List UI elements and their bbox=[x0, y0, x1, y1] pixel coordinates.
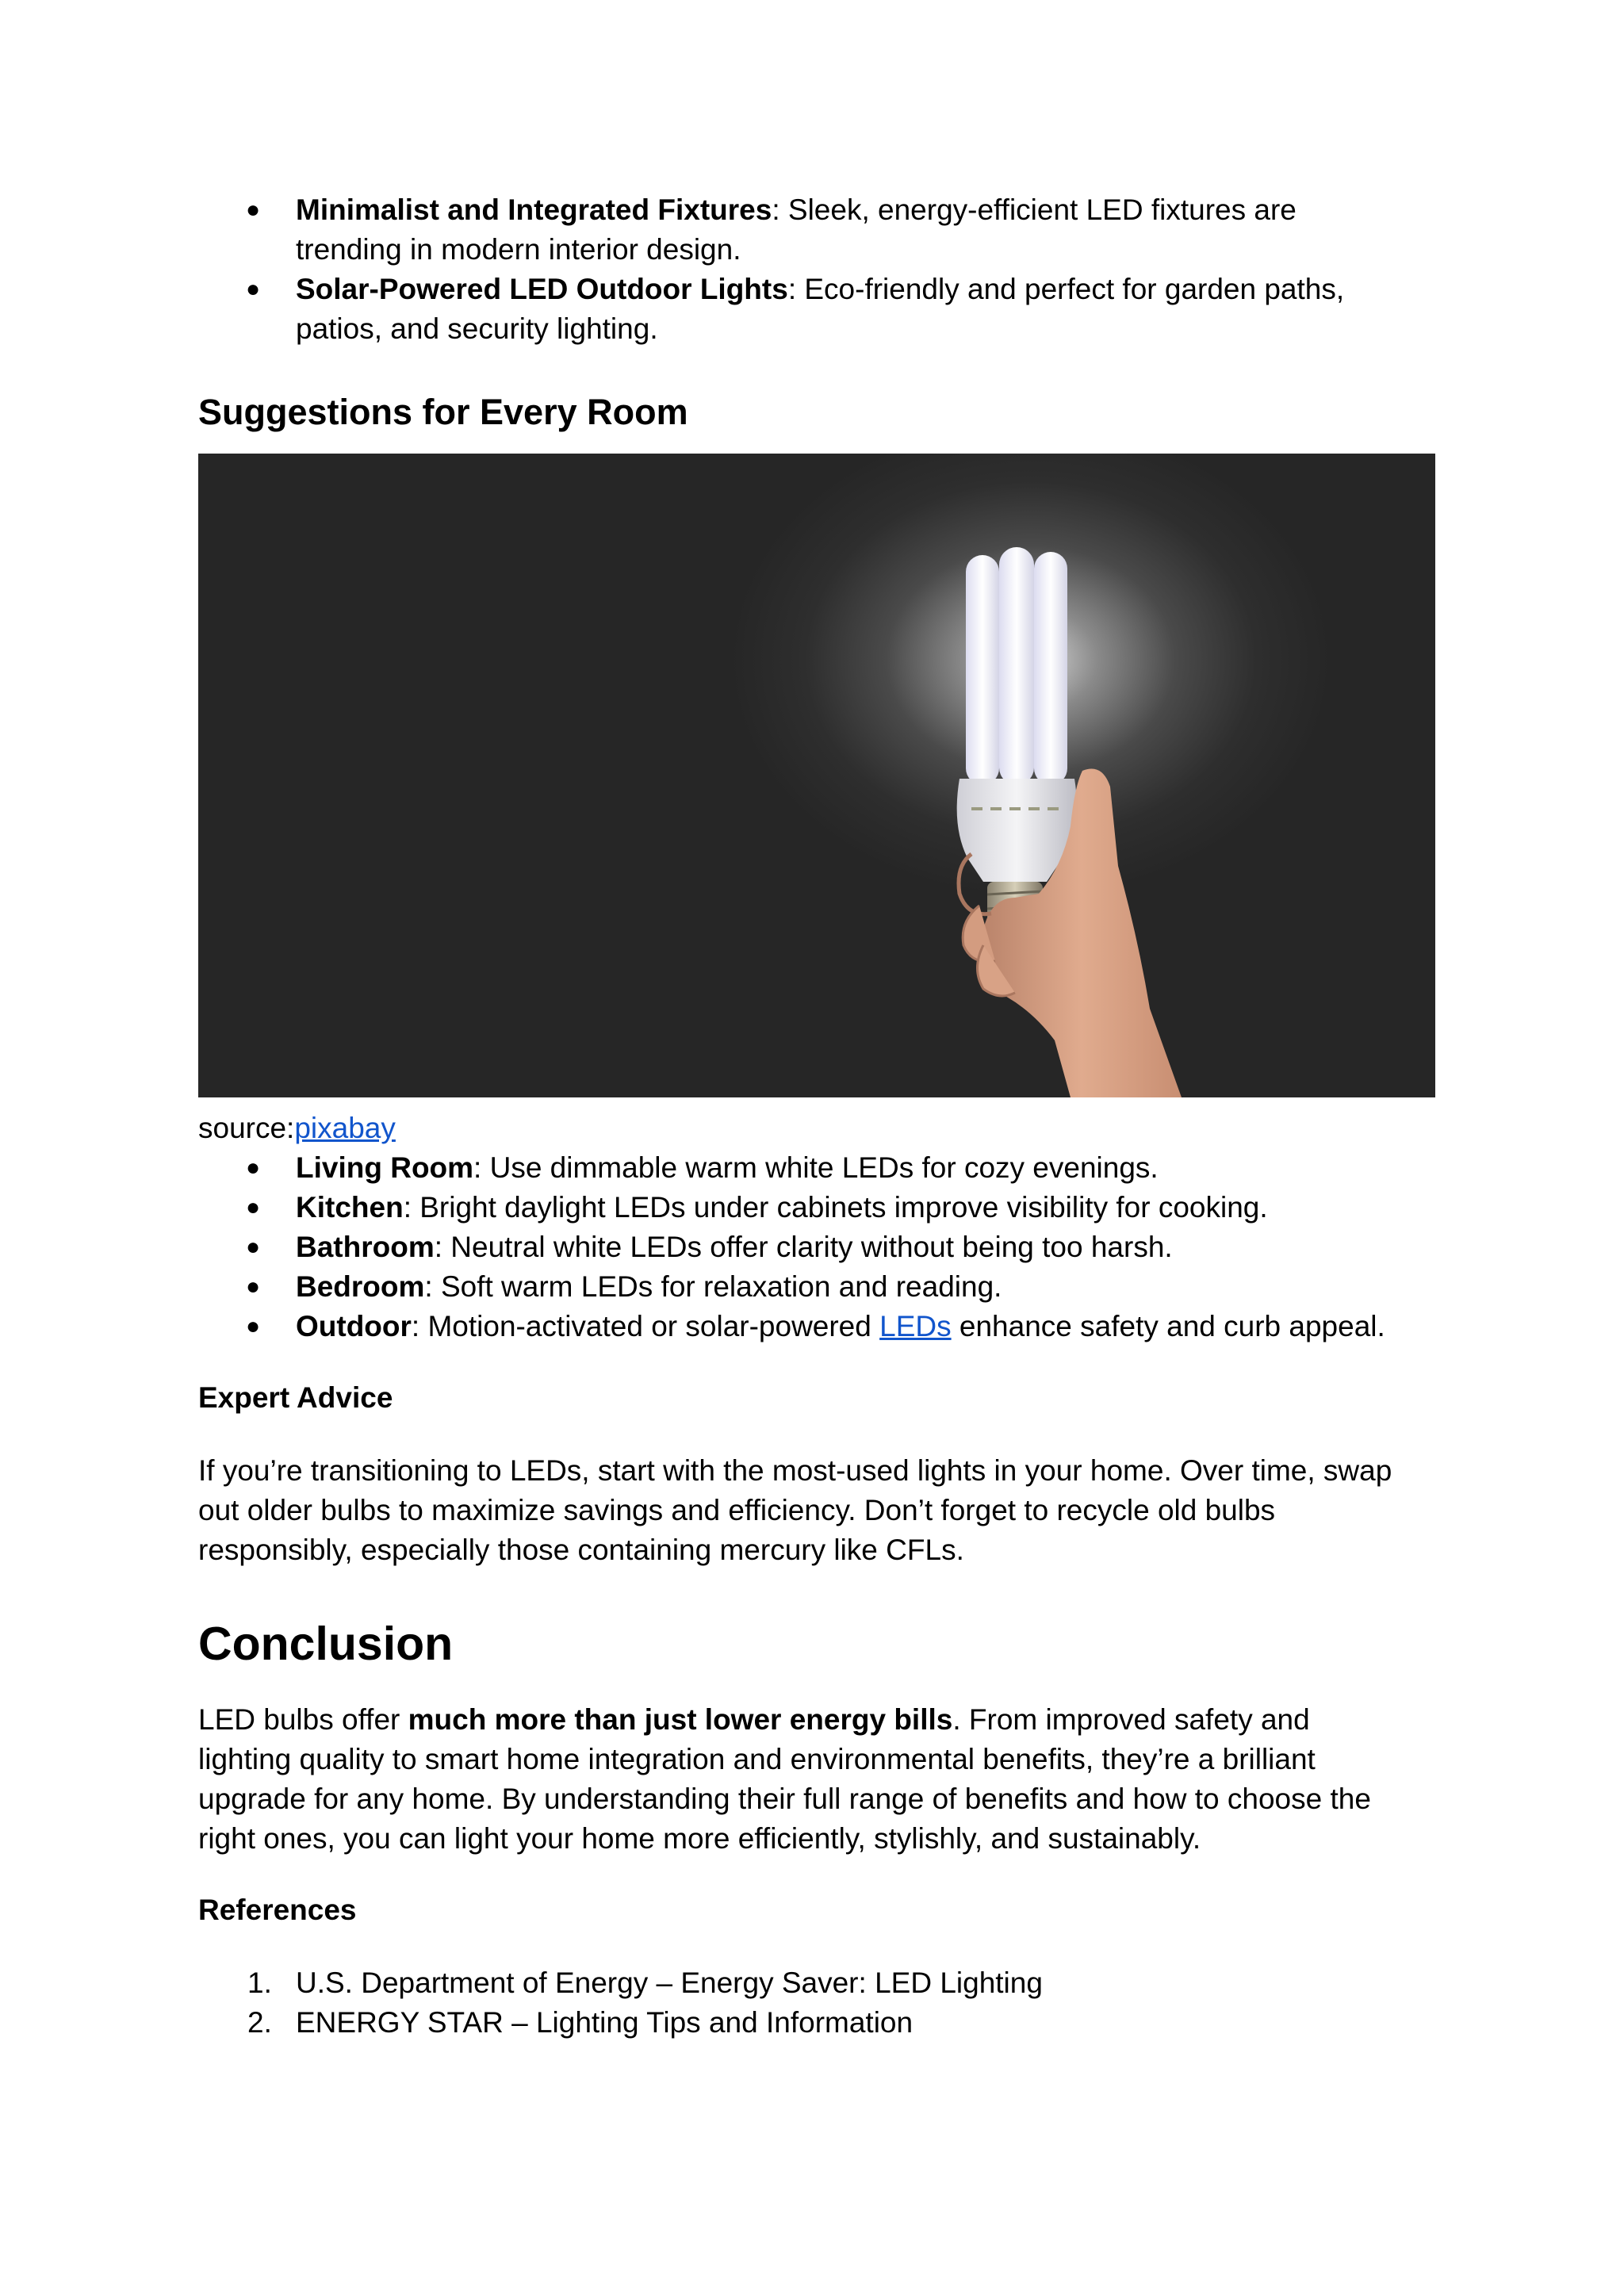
paragraph-text: . From improved safety and bbox=[952, 1703, 1310, 1736]
reference-item bbox=[198, 2003, 1435, 2043]
room-tip: : Bright daylight LEDs under cabinets improve visibility for cooking. bbox=[403, 1191, 1268, 1224]
room-tip: : Use dimmable warm white LEDs for cozy evenings. bbox=[473, 1151, 1159, 1184]
list-item-text: : Eco-friendly and perfect for garden paths, bbox=[787, 273, 1345, 305]
list-item bbox=[198, 1148, 1435, 1188]
pixabay-link[interactable]: pixabay bbox=[294, 1112, 396, 1144]
list-item bbox=[198, 1188, 1435, 1227]
expert-advice-heading: Expert Advice bbox=[198, 1381, 393, 1414]
room-name: Outdoor bbox=[296, 1310, 412, 1342]
paragraph-line: right ones, you can light your home more efficiently, stylishly, and sustainably. bbox=[198, 1822, 1201, 1855]
list-item-text: : Sleek, energy-efficient LED fixtures are bbox=[772, 193, 1297, 226]
suggestions-heading: Suggestions for Every Room bbox=[198, 392, 688, 432]
caption-prefix: source: bbox=[198, 1112, 295, 1144]
references-list bbox=[198, 1963, 1435, 2043]
reference-text: ENERGY STAR – Lighting Tips and Information bbox=[296, 2006, 914, 2039]
bullet-icon: ● bbox=[246, 276, 261, 302]
paragraph-line: If you’re transitioning to LEDs, start with the most-used lights in your home. Over time, swap bbox=[198, 1454, 1392, 1487]
bullet-icon: ● bbox=[246, 1194, 261, 1220]
list-item bbox=[198, 190, 1435, 270]
conclusion-heading: Conclusion bbox=[198, 1618, 454, 1670]
paragraph-line: out older bulbs to maximize savings and efficiency. Don’t forget to recycle old bulbs bbox=[198, 1494, 1276, 1526]
room-name: Kitchen bbox=[296, 1191, 404, 1224]
room-name: Bedroom bbox=[296, 1270, 425, 1303]
room-tip-continued: enhance safety and curb appeal. bbox=[951, 1310, 1385, 1342]
image-caption bbox=[198, 1109, 1435, 1148]
room-tip: : Soft warm LEDs for relaxation and reading. bbox=[424, 1270, 1002, 1303]
list-item bbox=[198, 270, 1435, 349]
bullet-icon: ● bbox=[246, 197, 261, 223]
list-item bbox=[198, 1267, 1435, 1307]
room-name: Living Room bbox=[296, 1151, 474, 1184]
bullet-icon: ● bbox=[246, 1273, 261, 1300]
paragraph-line: responsibly, especially those containing mercury like CFLs. bbox=[198, 1534, 964, 1566]
document-content bbox=[198, 190, 1435, 2043]
bullet-icon: ● bbox=[246, 1313, 261, 1339]
paragraph-line: upgrade for any home. By understanding their full range of benefits and how to choose the bbox=[198, 1783, 1371, 1815]
list-item-text-continued: patios, and security lighting. bbox=[296, 312, 658, 345]
list-item bbox=[198, 1307, 1435, 1346]
conclusion-paragraph bbox=[198, 1700, 1435, 1859]
trends-list bbox=[198, 190, 1435, 349]
reference-number: 1. bbox=[247, 1967, 272, 1999]
room-tip: : Motion-activated or solar-powered bbox=[411, 1310, 880, 1342]
list-item-term: Minimalist and Integrated Fixtures bbox=[296, 193, 772, 226]
room-tip: : Neutral white LEDs offer clarity without being too harsh. bbox=[434, 1231, 1173, 1263]
paragraph-text: LED bulbs offer bbox=[198, 1703, 408, 1736]
list-item-term: Solar-Powered LED Outdoor Lights bbox=[296, 273, 788, 305]
room-name: Bathroom bbox=[296, 1231, 435, 1263]
room-suggestions-list bbox=[198, 1148, 1435, 1346]
hand-holding-bulb-illustration bbox=[198, 454, 1435, 1097]
leds-link[interactable]: LEDs bbox=[879, 1310, 952, 1342]
bullet-icon: ● bbox=[246, 1234, 261, 1260]
reference-item bbox=[198, 1963, 1435, 2003]
list-item bbox=[198, 1227, 1435, 1267]
paragraph-emphasis: much more than just lower energy bills bbox=[408, 1703, 953, 1736]
references-heading: References bbox=[198, 1894, 357, 1926]
reference-number: 2. bbox=[247, 2006, 272, 2039]
reference-text: U.S. Department of Energy – Energy Saver: LED Lighting bbox=[296, 1967, 1043, 1999]
bullet-icon: ● bbox=[246, 1155, 261, 1181]
list-item-text-continued: trending in modern interior design. bbox=[296, 233, 741, 266]
paragraph-line: lighting quality to smart home integration and environmental benefits, they’re a brilliant bbox=[198, 1743, 1316, 1775]
expert-advice-paragraph bbox=[198, 1451, 1435, 1570]
bulb-photo bbox=[198, 454, 1435, 1097]
